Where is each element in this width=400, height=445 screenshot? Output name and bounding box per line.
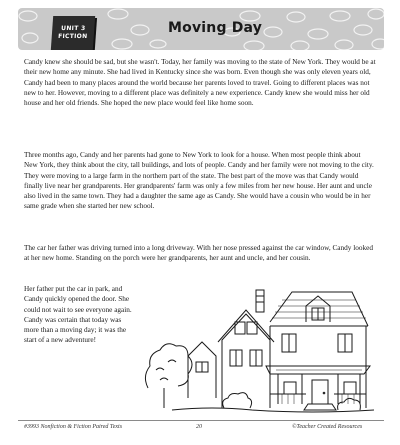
story-paragraph-1: Candy knew she should be sad, but she wasn't. Today, her family was moving to the state of New York. They would be at their new home any minute. She had lived in Kentucky since she was born. Even though she was only eleven years old, Candy had been to many places around the world because her parents loved to travel. Going to different places was not new to her. However, moving to a different place was definitely a new experience. Candy knew she would miss her old house and her old friends. She hoped the new place would feel like home soon. [24,58,376,108]
footer-book-title: #3993 Nonfiction & Fiction Paired Texts [24,424,123,430]
unit-type-label: FICTION [57,33,88,40]
unit-badge [51,16,95,50]
farmhouse-drawing-icon [142,270,374,416]
page-title: Moving Day [168,20,263,36]
story-paragraph-2: Three months ago, Candy and her parents had gone to New York to look for a house. When most people think about New York, they think about the city, tall buildings, and lots of people. Candy and her family were not moving to the city. They were moving to a large farm in the northern part of the state. The best part of the move was that Candy would finally live near her grandparents. Her grandparents' farm was only a few miles from her new house. Her aunt and uncle also lived in the same town. They had a daughter the same age as Candy. She would have a cousin who would be in her same grade when she started her new school. [24,151,374,211]
footer-rule [18,420,384,421]
page-header [18,8,384,50]
footer-copyright: ©Teacher Created Resources [292,424,363,430]
story-paragraph-3: The car her father was driving turned into a long driveway. With her nose pressed against the car window, Candy looked at her new home. Standing on the porch were her grandparents, her aunt and uncle, and her cousin. [24,244,373,263]
footer-page-number: 20 [196,424,202,430]
story-paragraph-4: Her father put the car in park, and Candy quickly opened the door. She could not wait to see everyone again. Candy was certain that today was more than a moving day; it was the start of a new adventure! [24,285,132,345]
unit-label: UNIT 3 [60,25,86,32]
